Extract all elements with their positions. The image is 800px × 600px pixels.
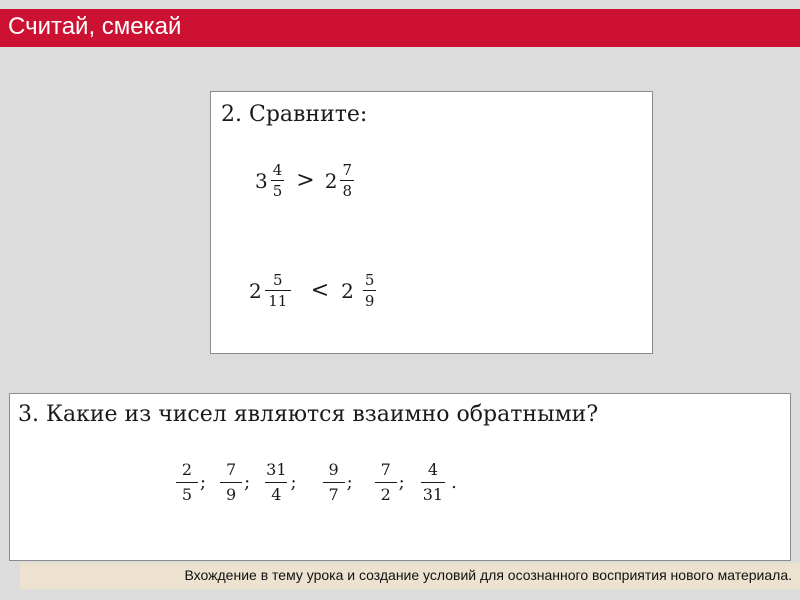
numerator: 7: [380, 460, 391, 479]
denominator: 9: [220, 482, 242, 505]
slide-title: Считай, смекай: [8, 13, 182, 40]
denominator: 7: [323, 482, 345, 505]
separator: ;: [346, 472, 353, 493]
denominator: 31: [421, 482, 445, 505]
denominator: 9: [364, 292, 375, 310]
fraction: [220, 460, 242, 505]
numerator: 31: [266, 460, 287, 479]
fraction: [323, 460, 345, 505]
header-bar: [0, 9, 800, 47]
numerator: 5: [272, 271, 283, 289]
fraction: [271, 162, 285, 199]
fraction: [363, 272, 377, 309]
denominator: 5: [176, 482, 198, 505]
separator: ;: [398, 472, 405, 493]
denominator: 2: [375, 482, 397, 505]
separator: ;: [290, 472, 297, 493]
comparison-row-2: [249, 272, 376, 309]
mixed-number-whole: 2: [341, 278, 354, 303]
task3-heading: 3. Какие из чисел являются взаимно обратными?: [18, 402, 599, 427]
numerator: 7: [225, 460, 237, 479]
mixed-number-whole: 3: [255, 168, 268, 193]
separator: ;: [244, 472, 251, 493]
numerator: 7: [342, 161, 352, 179]
fraction: [421, 460, 445, 505]
separator: ;: [200, 472, 207, 493]
compare-panel: [210, 91, 653, 354]
numerator: 9: [328, 460, 339, 479]
denominator: 5: [272, 182, 283, 200]
numerator: 4: [427, 460, 439, 479]
footer-strip: [20, 563, 800, 589]
numerator: 4: [272, 161, 283, 179]
fraction: [340, 162, 354, 199]
fraction: [264, 460, 288, 505]
comparison-operator: <: [310, 278, 330, 303]
fraction-list: [176, 460, 471, 505]
footer-caption: Вхождение в тему урока и создание условий для осознанного восприятия нового материала.: [184, 567, 792, 583]
comparison-operator: >: [296, 168, 315, 193]
reciprocal-panel: [9, 393, 791, 561]
comparison-row-1: [255, 162, 354, 199]
mixed-number-whole: 2: [324, 168, 338, 193]
denominator: 4: [265, 482, 287, 505]
fraction: [375, 460, 397, 505]
numerator: 5: [364, 271, 375, 289]
denominator: 11: [265, 290, 291, 309]
mixed-number-whole: 2: [249, 278, 262, 303]
numerator: 2: [181, 460, 193, 479]
fraction: [176, 460, 198, 505]
denominator: 8: [342, 182, 352, 200]
task2-heading: 2. Сравните:: [221, 102, 368, 127]
fraction: [265, 272, 291, 309]
separator: .: [451, 472, 457, 493]
